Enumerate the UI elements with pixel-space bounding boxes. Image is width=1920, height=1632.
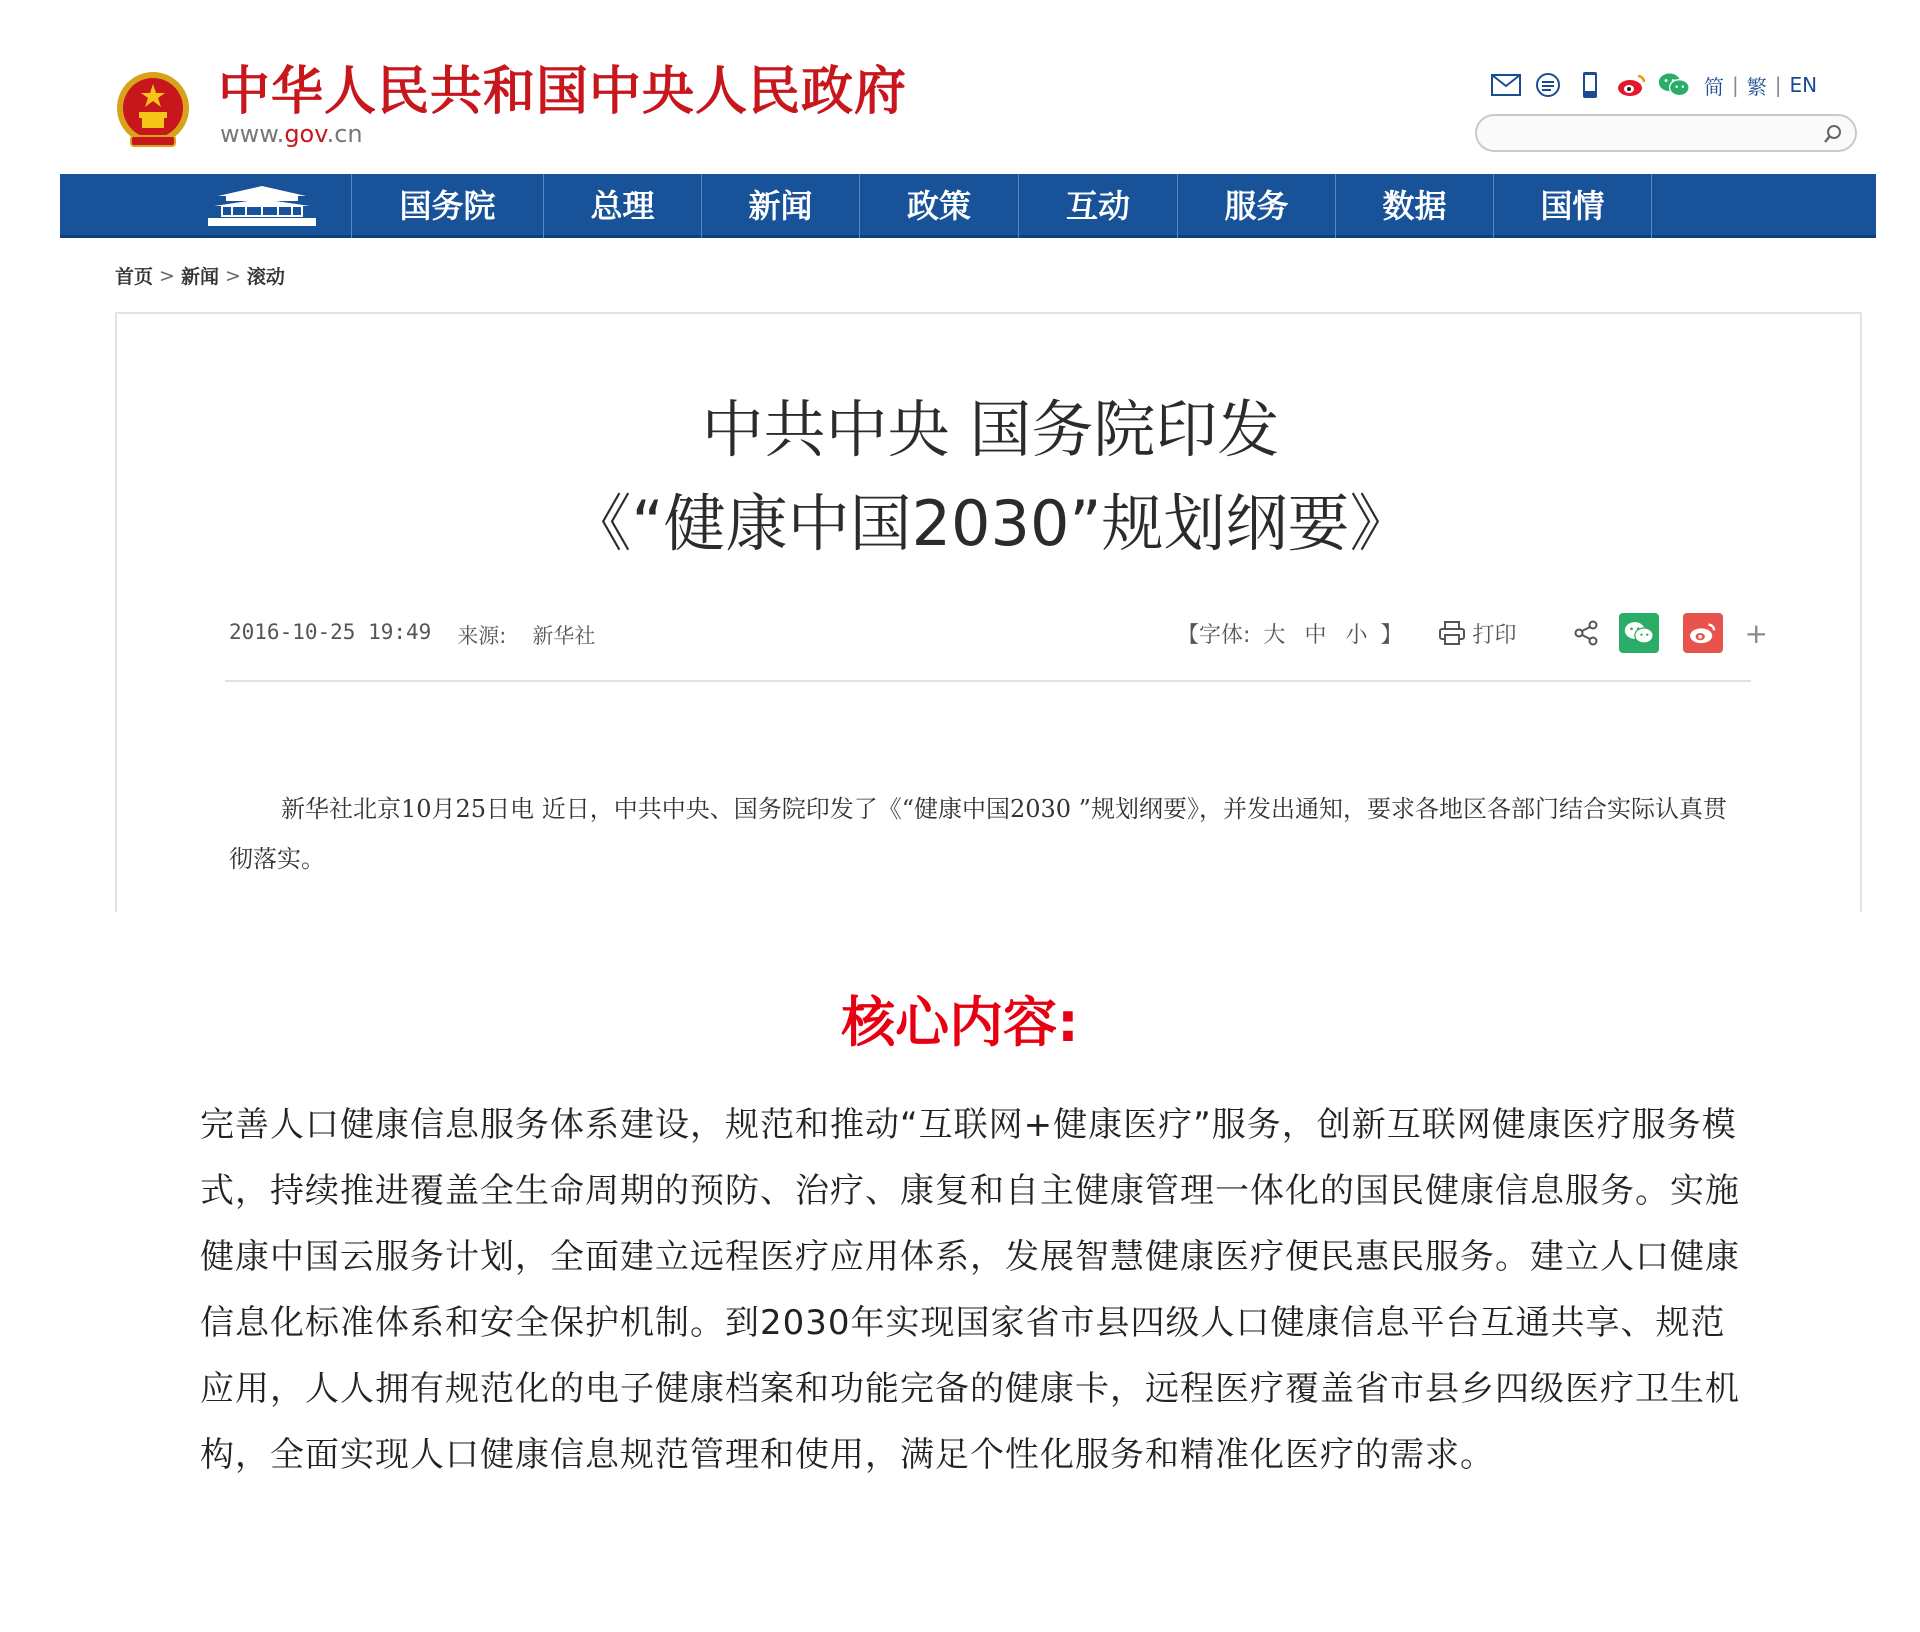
nav-item-data[interactable]: 数据: [1382, 187, 1447, 225]
mail-icon[interactable]: [1490, 70, 1522, 100]
font-size-control: [1177, 618, 1402, 649]
lang-simplified[interactable]: 简: [1704, 74, 1724, 99]
breadcrumb-arrow: >: [224, 264, 241, 287]
article-title-line1: 中共中央 国务院印发: [701, 393, 1280, 466]
breadcrumb: [115, 262, 285, 289]
nav-item-interaction[interactable]: 互动: [1065, 187, 1130, 225]
font-medium-button[interactable]: 中: [1304, 622, 1327, 648]
lang-english[interactable]: EN: [1789, 73, 1818, 97]
share-wechat-button[interactable]: [1619, 613, 1659, 653]
lang-separator: |: [1774, 73, 1782, 97]
breadcrumb-arrow: >: [159, 264, 175, 287]
nav-item-news[interactable]: 新闻: [748, 187, 813, 225]
nav-item-national-info[interactable]: 国情: [1540, 187, 1605, 225]
share-weibo-button[interactable]: [1683, 613, 1723, 653]
header-tools: [1490, 70, 1817, 100]
nav-separator: [1651, 174, 1652, 238]
source-label: 来源:: [457, 624, 507, 648]
article-meta: [229, 620, 595, 650]
search-input[interactable]: [1491, 116, 1811, 150]
site-title[interactable]: 中华人民共和国中央人民政府: [218, 62, 908, 122]
core-content-heading: 核心内容:: [841, 991, 1079, 1054]
url-suffix: .cn: [326, 120, 363, 148]
article-tools: [1177, 610, 1768, 656]
weibo-icon: [1688, 621, 1718, 645]
article-date: 2016-10-25 19:49: [229, 620, 432, 644]
language-switch: [1704, 71, 1817, 100]
tiananmen-home-icon[interactable]: [208, 184, 316, 228]
rss-icon[interactable]: [1532, 70, 1564, 100]
article-title-line2: 《“健康中国2030”规划纲要》: [569, 487, 1412, 560]
breadcrumb-home[interactable]: 首页: [115, 266, 154, 288]
site-url[interactable]: [220, 120, 363, 148]
nav-item-state-council[interactable]: 国务院: [399, 187, 496, 225]
wechat-icon[interactable]: [1658, 70, 1690, 100]
breadcrumb-scroll[interactable]: 滚动: [246, 266, 285, 288]
wechat-icon: [1624, 621, 1654, 645]
nav-item-premier[interactable]: 总理: [590, 187, 655, 225]
national-emblem-icon[interactable]: [115, 68, 191, 150]
font-label-close: 】: [1380, 622, 1403, 648]
lang-traditional[interactable]: 繁: [1746, 74, 1767, 99]
print-label: 打印: [1472, 622, 1517, 648]
nav-item-policy[interactable]: 政策: [906, 187, 971, 225]
font-large-button[interactable]: 大: [1263, 622, 1286, 648]
weibo-icon[interactable]: [1616, 70, 1648, 100]
search-box: [1475, 114, 1857, 152]
mobile-icon[interactable]: [1574, 70, 1606, 100]
breadcrumb-news[interactable]: 新闻: [180, 266, 219, 288]
article-lead-paragraph: 新华社北京10月25日电 近日，中共中央、国务院印发了《“健康中国2030 ”规划纲要》，并发出通知，要求各地区各部门结合实际认真贯彻落实。: [229, 795, 1727, 873]
printer-icon: [1438, 620, 1466, 646]
more-share-button[interactable]: +: [1744, 616, 1768, 650]
core-content-body: 完善人口健康信息服务体系建设，规范和推动“互联网+健康医疗”服务，创新互联网健康医疗服务模式，持续推进覆盖全生命周期的预防、治疗、康复和自主健康管理一体化的国民健康信息服务。实施健康中国云服务计划，全面建立远程医疗应用体系，发展智慧健康医疗便民惠民服务。建立人口健康信息化标准体系和安全保护机制。到2030年实现国家省市县四级人口健康信息平台互通共享、规范应用，人人拥有规范化的电子健康档案和功能完备的健康卡，远程医疗覆盖省市县乡四级医疗卫生机构，全面实现人口健康信息规范管理和使用，满足个性化服务和精准化医疗的需求。: [200, 1105, 1740, 1475]
font-small-button[interactable]: 小: [1345, 622, 1368, 648]
share-icon[interactable]: [1573, 620, 1599, 646]
meta-divider: [225, 680, 1751, 682]
font-label-open: 【字体:: [1177, 622, 1251, 648]
article-container: [115, 312, 1862, 912]
main-nav: [60, 174, 1876, 238]
nav-item-services[interactable]: 服务: [1224, 187, 1289, 225]
article-source: 新华社: [532, 624, 596, 648]
lang-separator: |: [1732, 73, 1739, 97]
site-header: [0, 0, 1920, 174]
search-icon[interactable]: [1821, 122, 1845, 146]
url-prefix: www.: [220, 120, 285, 148]
print-button[interactable]: [1438, 618, 1516, 649]
url-domain: gov: [284, 120, 327, 148]
